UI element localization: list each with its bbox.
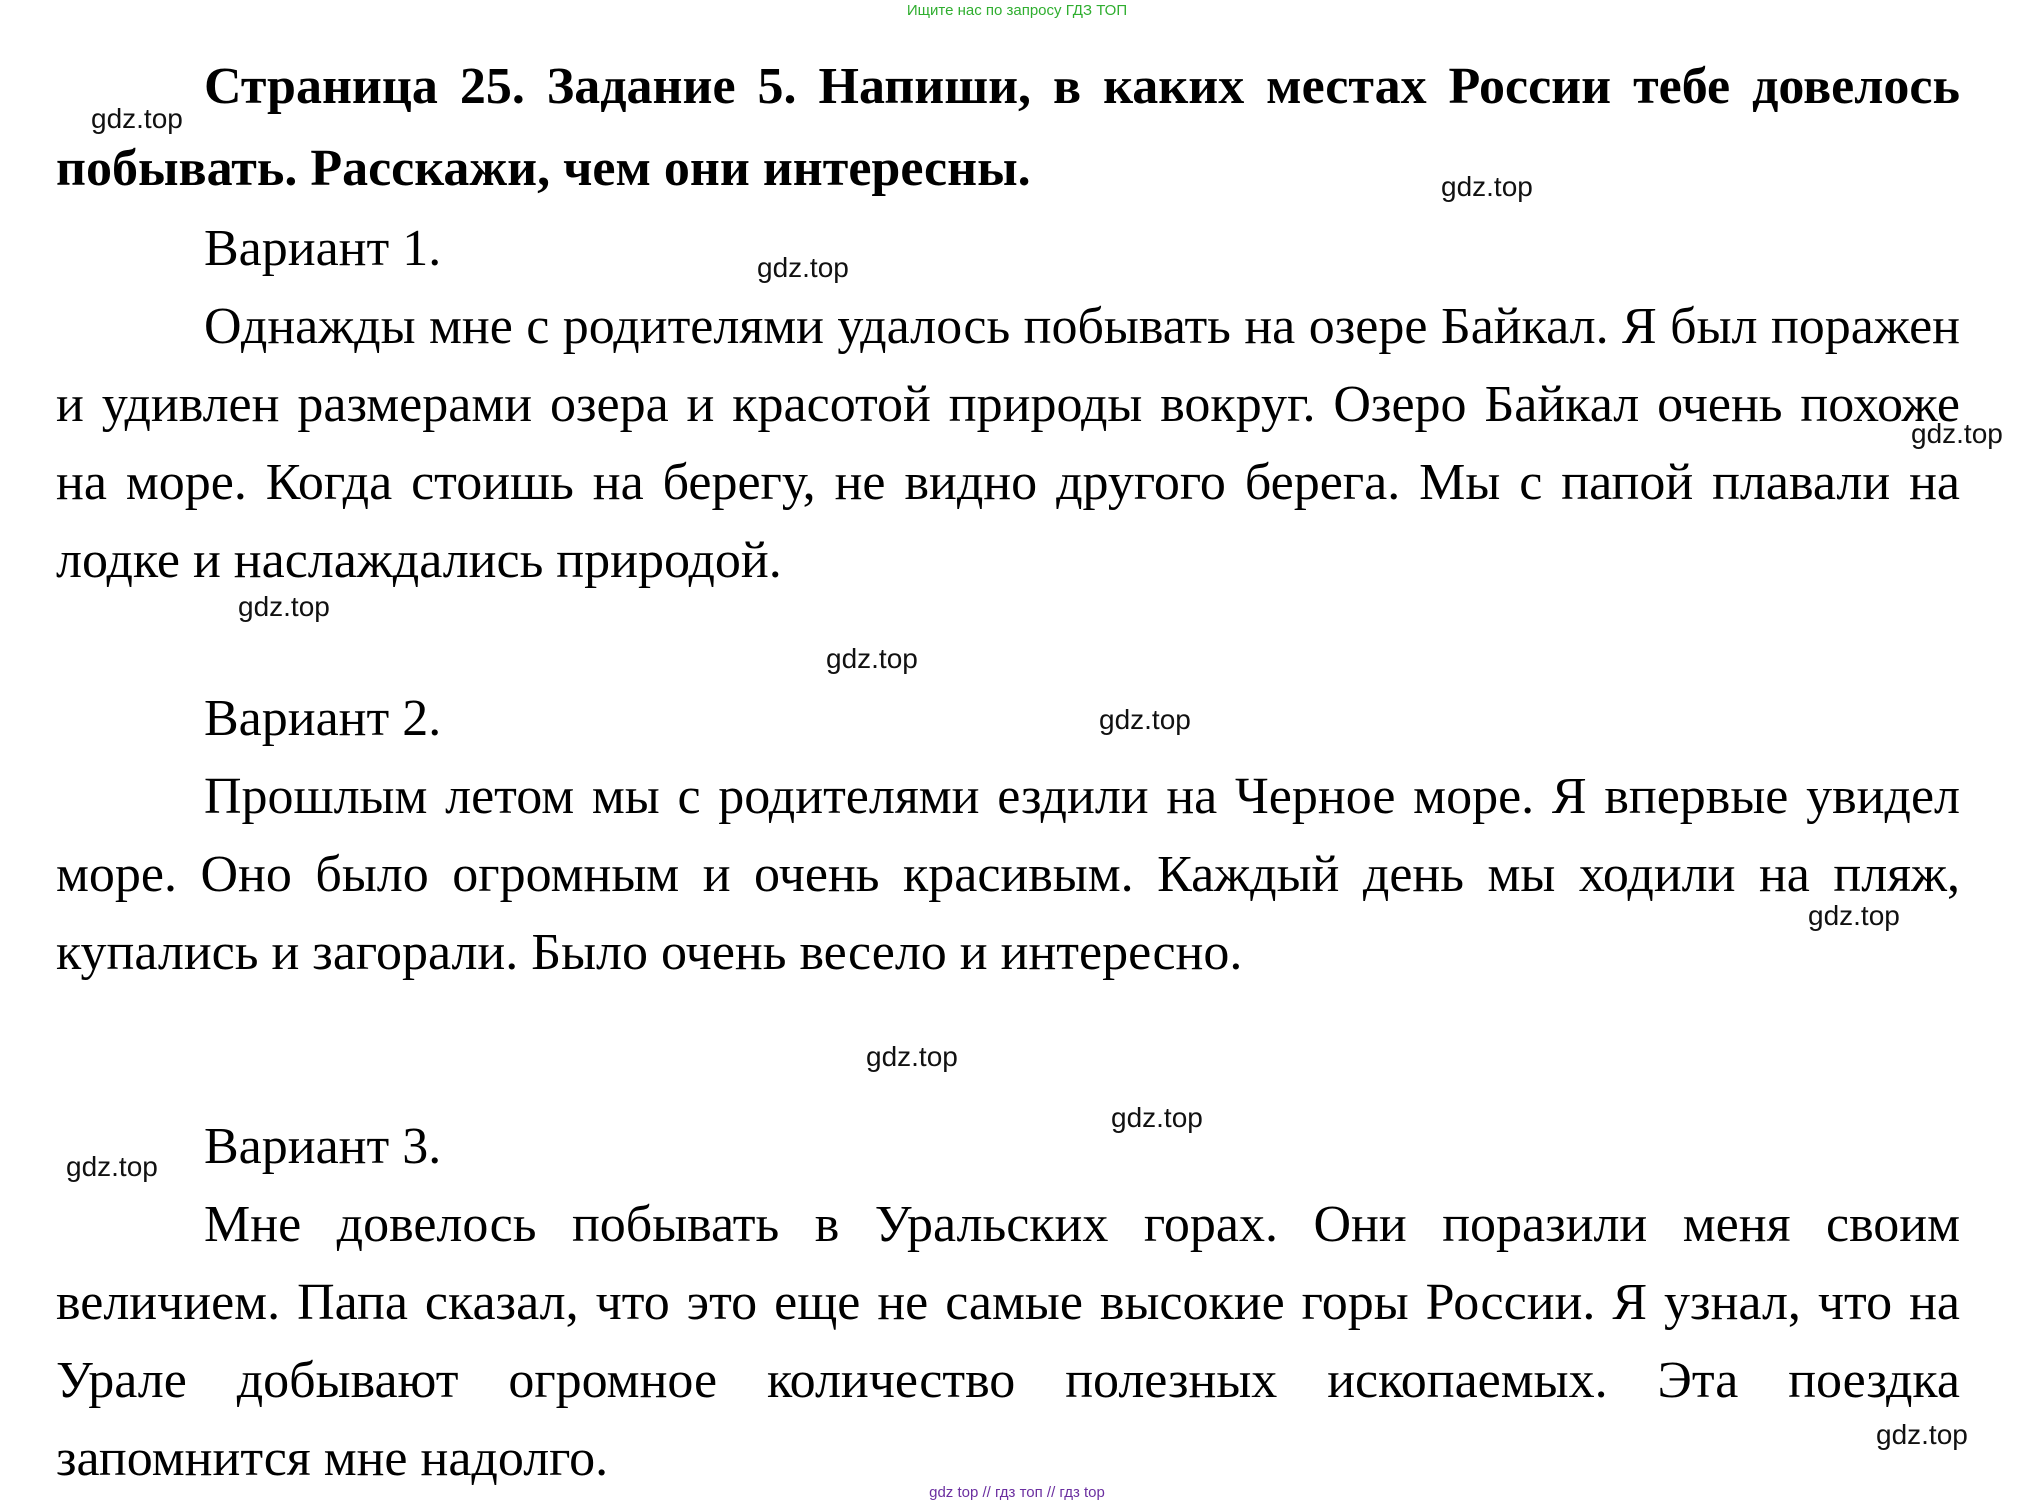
watermark: gdz.top (238, 591, 330, 622)
watermark: gdz.top (1876, 1419, 1968, 1450)
document-body (56, 46, 1960, 1498)
watermark: gdz.top (757, 252, 849, 283)
variant-3-label: Вариант 3. (204, 1118, 442, 1175)
watermark: gdz.top (1099, 704, 1191, 735)
watermark: gdz.top (1111, 1102, 1203, 1133)
variant-2-label: Вариант 2. (204, 690, 442, 747)
watermark: gdz.top (1808, 900, 1900, 931)
watermark: gdz.top (866, 1041, 958, 1072)
variant-3-text: Мне довелось побывать в Уральских горах. Они поразили меня своим величием. Папа сказал, что это еще не самые высокие горы России. Я узнал, что на Урале добывают огромное количество полезных ископаемых. Эта поездка запомнится мне надолго. (56, 1196, 1960, 1487)
variant-1-label: Вариант 1. (204, 220, 442, 277)
watermark: gdz.top (826, 643, 918, 674)
spacer (56, 600, 1960, 680)
variant-1-text: Однажды мне с родителями удалось побывать на озере Байкал. Я был поражен и удивлен размерами озера и красотой природы вокруг. Озеро Байкал очень похоже на море. Когда стоишь на берегу, не видно другого берега. Мы с папой плавали на лодке и наслаждались природой. (56, 298, 1960, 589)
variant-2-text: Прошлым летом мы с родителями ездили на Черное море. Я впервые увидел море. Оно было огромным и очень красивым. Каждый день мы ходили на пляж, купались и загорали. Было очень весело и интересно. (56, 768, 1960, 981)
watermark: gdz.top (1911, 418, 2003, 449)
spacer (56, 992, 1960, 1108)
task-title: Страница 25. Задание 5. Напиши, в каких местах России тебе довелось побывать. Расскажи, чем они интересны. (56, 58, 1960, 197)
footer-links[interactable]: gdz top // гдз топ // гдз top (929, 1484, 1105, 1501)
watermark: gdz.top (91, 103, 183, 134)
watermark: gdz.top (1441, 171, 1533, 202)
watermark: gdz.top (66, 1151, 158, 1182)
search-hint-link[interactable]: Ищите нас по запросу ГДЗ ТОП (906, 2, 1128, 19)
